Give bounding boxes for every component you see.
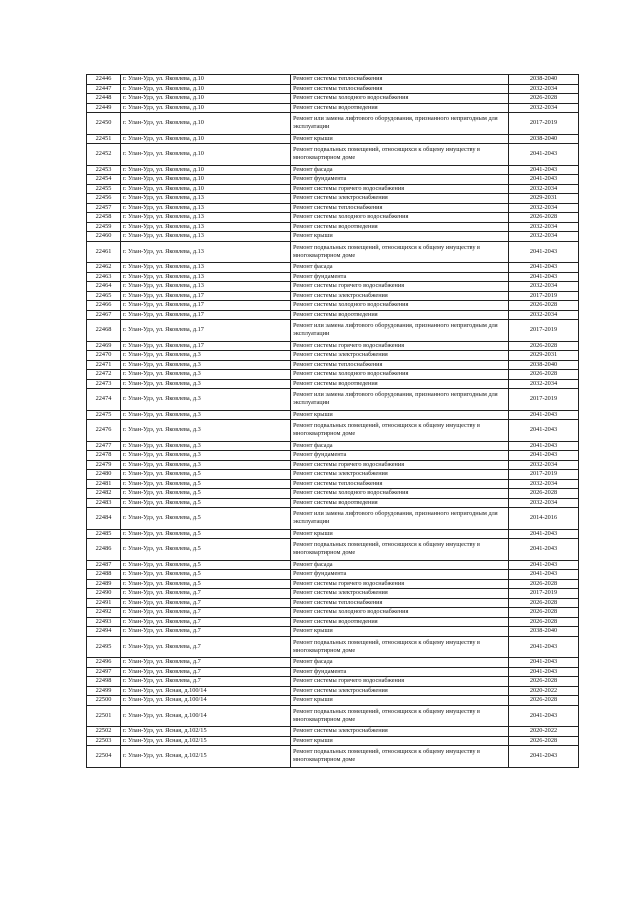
row-number: 22478: [87, 451, 121, 461]
table-row: [87, 103, 579, 113]
table-row: [87, 410, 579, 420]
address-cell: г. Улан-Удэ, ул. Яковлева, д.10: [121, 175, 291, 185]
address-cell: г. Улан-Удэ, ул. Яковлева, д.13: [121, 213, 291, 223]
work-type-cell: Ремонт системы электроснабжения: [291, 686, 509, 696]
work-type-cell: Ремонт фасада: [291, 658, 509, 668]
row-number: 22500: [87, 696, 121, 706]
period-cell: 2041-2043: [509, 746, 579, 768]
work-type-cell: Ремонт фасада: [291, 263, 509, 273]
table-row: [87, 370, 579, 380]
row-number: 22463: [87, 272, 121, 282]
table-row: [87, 175, 579, 185]
work-type-cell: Ремонт подвальных помещений, относящихся к общему имуществу в многоквартирном доме: [291, 636, 509, 658]
work-type-cell: Ремонт системы водоотведения: [291, 498, 509, 508]
period-cell: 2041-2043: [509, 441, 579, 451]
work-type-cell: Ремонт фасада: [291, 165, 509, 175]
period-cell: 2041-2043: [509, 263, 579, 273]
period-cell: 2041-2043: [509, 175, 579, 185]
work-type-cell: Ремонт системы теплоснабжения: [291, 479, 509, 489]
row-number: 22497: [87, 667, 121, 677]
work-type-cell: Ремонт системы теплоснабжения: [291, 75, 509, 85]
work-type-cell: Ремонт системы электроснабжения: [291, 727, 509, 737]
address-cell: г. Улан-Удэ, ул. Яковлева, д.7: [121, 636, 291, 658]
row-number: 22462: [87, 263, 121, 273]
address-cell: г. Улан-Удэ, ул. Яковлева, д.3: [121, 360, 291, 370]
table-row: [87, 570, 579, 580]
row-number: 22460: [87, 232, 121, 242]
work-type-cell: Ремонт системы горячего водоснабжения: [291, 341, 509, 351]
period-cell: 2017-2019: [509, 320, 579, 342]
row-number: 22457: [87, 203, 121, 213]
address-cell: г. Улан-Удэ, ул. Яковлева, д.5: [121, 498, 291, 508]
row-number: 22454: [87, 175, 121, 185]
table-row: [87, 341, 579, 351]
table-body: [87, 75, 579, 768]
document-page: [86, 74, 578, 768]
row-number: 22447: [87, 84, 121, 94]
address-cell: г. Улан-Удэ, ул. Ясная, д.102/15: [121, 727, 291, 737]
address-cell: г. Улан-Удэ, ул. Яковлева, д.5: [121, 479, 291, 489]
row-number: 22449: [87, 103, 121, 113]
repair-schedule-table: [86, 74, 579, 768]
address-cell: г. Улан-Удэ, ул. Яковлева, д.7: [121, 658, 291, 668]
address-cell: г. Улан-Удэ, ул. Яковлева, д.17: [121, 341, 291, 351]
table-row: [87, 598, 579, 608]
table-row: [87, 667, 579, 677]
table-row: [87, 677, 579, 687]
table-row: [87, 636, 579, 658]
row-number: 22464: [87, 282, 121, 292]
row-number: 22498: [87, 677, 121, 687]
table-row: [87, 360, 579, 370]
work-type-cell: Ремонт системы холодного водоснабжения: [291, 213, 509, 223]
period-cell: 2032-2034: [509, 282, 579, 292]
row-number: 22448: [87, 94, 121, 104]
work-type-cell: Ремонт системы горячего водоснабжения: [291, 460, 509, 470]
address-cell: г. Улан-Удэ, ул. Яковлева, д.10: [121, 75, 291, 85]
period-cell: 2026-2028: [509, 736, 579, 746]
table-row: [87, 658, 579, 668]
table-row: [87, 184, 579, 194]
work-type-cell: Ремонт системы холодного водоснабжения: [291, 608, 509, 618]
address-cell: г. Улан-Удэ, ул. Яковлева, д.3: [121, 379, 291, 389]
address-cell: г. Улан-Удэ, ул. Яковлева, д.3: [121, 460, 291, 470]
table-row: [87, 696, 579, 706]
period-cell: 2032-2034: [509, 84, 579, 94]
table-row: [87, 263, 579, 273]
address-cell: г. Улан-Удэ, ул. Яковлева, д.3: [121, 451, 291, 461]
period-cell: 2017-2019: [509, 113, 579, 135]
address-cell: г. Улан-Удэ, ул. Яковлева, д.7: [121, 677, 291, 687]
period-cell: 2041-2043: [509, 570, 579, 580]
table-row: [87, 479, 579, 489]
address-cell: г. Улан-Удэ, ул. Яковлева, д.7: [121, 589, 291, 599]
work-type-cell: Ремонт системы горячего водоснабжения: [291, 184, 509, 194]
table-row: [87, 560, 579, 570]
row-number: 22446: [87, 75, 121, 85]
address-cell: г. Улан-Удэ, ул. Яковлева, д.17: [121, 291, 291, 301]
table-row: [87, 320, 579, 342]
work-type-cell: Ремонт системы теплоснабжения: [291, 598, 509, 608]
row-number: 22503: [87, 736, 121, 746]
work-type-cell: Ремонт системы теплоснабжения: [291, 203, 509, 213]
period-cell: 2032-2034: [509, 379, 579, 389]
period-cell: 2032-2034: [509, 479, 579, 489]
work-type-cell: Ремонт крыши: [291, 232, 509, 242]
period-cell: 2014-2016: [509, 508, 579, 530]
address-cell: г. Улан-Удэ, ул. Яковлева, д.7: [121, 667, 291, 677]
period-cell: 2026-2028: [509, 301, 579, 311]
period-cell: 2020-2022: [509, 686, 579, 696]
table-row: [87, 705, 579, 727]
address-cell: г. Улан-Удэ, ул. Яковлева, д.10: [121, 144, 291, 166]
period-cell: 2026-2028: [509, 579, 579, 589]
address-cell: г. Улан-Удэ, ул. Ясная, д.102/15: [121, 746, 291, 768]
period-cell: 2032-2034: [509, 203, 579, 213]
address-cell: г. Улан-Удэ, ул. Яковлева, д.13: [121, 194, 291, 204]
row-number: 22471: [87, 360, 121, 370]
work-type-cell: Ремонт системы водоотведения: [291, 310, 509, 320]
table-row: [87, 460, 579, 470]
period-cell: 2041-2043: [509, 667, 579, 677]
table-row: [87, 686, 579, 696]
work-type-cell: Ремонт или замена лифтового оборудования, признанного непригодным для эксплуатации: [291, 389, 509, 411]
work-type-cell: Ремонт системы теплоснабжения: [291, 360, 509, 370]
row-number: 22487: [87, 560, 121, 570]
period-cell: 2041-2043: [509, 529, 579, 539]
period-cell: 2026-2028: [509, 608, 579, 618]
row-number: 22470: [87, 351, 121, 361]
address-cell: г. Улан-Удэ, ул. Ясная, д.100/14: [121, 696, 291, 706]
row-number: 22453: [87, 165, 121, 175]
row-number: 22468: [87, 320, 121, 342]
row-number: 22479: [87, 460, 121, 470]
row-number: 22459: [87, 222, 121, 232]
period-cell: 2026-2028: [509, 370, 579, 380]
work-type-cell: Ремонт системы холодного водоснабжения: [291, 489, 509, 499]
row-number: 22482: [87, 489, 121, 499]
table-row: [87, 113, 579, 135]
table-row: [87, 84, 579, 94]
table-row: [87, 451, 579, 461]
address-cell: г. Улан-Удэ, ул. Яковлева, д.3: [121, 410, 291, 420]
work-type-cell: Ремонт подвальных помещений, относящихся к общему имуществу в многоквартирном доме: [291, 241, 509, 263]
table-row: [87, 351, 579, 361]
row-number: 22451: [87, 134, 121, 144]
table-row: [87, 420, 579, 442]
row-number: 22455: [87, 184, 121, 194]
period-cell: 2041-2043: [509, 410, 579, 420]
address-cell: г. Улан-Удэ, ул. Яковлева, д.17: [121, 301, 291, 311]
table-row: [87, 203, 579, 213]
address-cell: г. Улан-Удэ, ул. Ясная, д.102/15: [121, 736, 291, 746]
row-number: 22474: [87, 389, 121, 411]
table-row: [87, 301, 579, 311]
work-type-cell: Ремонт фасада: [291, 441, 509, 451]
row-number: 22456: [87, 194, 121, 204]
table-row: [87, 608, 579, 618]
period-cell: 2026-2028: [509, 213, 579, 223]
work-type-cell: Ремонт фундамента: [291, 272, 509, 282]
table-row: [87, 241, 579, 263]
address-cell: г. Улан-Удэ, ул. Яковлева, д.5: [121, 529, 291, 539]
period-cell: 2026-2028: [509, 94, 579, 104]
address-cell: г. Улан-Удэ, ул. Яковлева, д.3: [121, 420, 291, 442]
period-cell: 2017-2019: [509, 589, 579, 599]
row-number: 22477: [87, 441, 121, 451]
period-cell: 2041-2043: [509, 451, 579, 461]
table-row: [87, 94, 579, 104]
period-cell: 2032-2034: [509, 460, 579, 470]
row-number: 22466: [87, 301, 121, 311]
work-type-cell: Ремонт системы электроснабжения: [291, 351, 509, 361]
period-cell: 2038-2040: [509, 134, 579, 144]
address-cell: г. Улан-Удэ, ул. Яковлева, д.3: [121, 370, 291, 380]
table-row: [87, 291, 579, 301]
address-cell: г. Улан-Удэ, ул. Яковлева, д.10: [121, 184, 291, 194]
work-type-cell: Ремонт фундамента: [291, 667, 509, 677]
period-cell: 2017-2019: [509, 291, 579, 301]
table-row: [87, 379, 579, 389]
work-type-cell: Ремонт системы горячего водоснабжения: [291, 579, 509, 589]
work-type-cell: Ремонт системы водоотведения: [291, 103, 509, 113]
address-cell: г. Улан-Удэ, ул. Яковлева, д.10: [121, 84, 291, 94]
address-cell: г. Улан-Удэ, ул. Яковлева, д.10: [121, 134, 291, 144]
table-row: [87, 282, 579, 292]
period-cell: 2017-2019: [509, 389, 579, 411]
work-type-cell: Ремонт крыши: [291, 627, 509, 637]
row-number: 22484: [87, 508, 121, 530]
row-number: 22461: [87, 241, 121, 263]
period-cell: 2038-2040: [509, 627, 579, 637]
address-cell: г. Улан-Удэ, ул. Яковлева, д.10: [121, 113, 291, 135]
row-number: 22493: [87, 617, 121, 627]
row-number: 22476: [87, 420, 121, 442]
period-cell: 2026-2028: [509, 489, 579, 499]
period-cell: 2026-2028: [509, 341, 579, 351]
work-type-cell: Ремонт системы электроснабжения: [291, 291, 509, 301]
row-number: 22491: [87, 598, 121, 608]
work-type-cell: Ремонт системы горячего водоснабжения: [291, 677, 509, 687]
address-cell: г. Улан-Удэ, ул. Яковлева, д.17: [121, 310, 291, 320]
work-type-cell: Ремонт системы электроснабжения: [291, 470, 509, 480]
address-cell: г. Улан-Удэ, ул. Яковлева, д.13: [121, 222, 291, 232]
table-row: [87, 489, 579, 499]
period-cell: 2041-2043: [509, 636, 579, 658]
work-type-cell: Ремонт системы горячего водоснабжения: [291, 282, 509, 292]
row-number: 22496: [87, 658, 121, 668]
table-row: [87, 579, 579, 589]
table-row: [87, 498, 579, 508]
work-type-cell: Ремонт подвальных помещений, относящихся к общему имуществу в многоквартирном доме: [291, 746, 509, 768]
address-cell: г. Улан-Удэ, ул. Яковлева, д.13: [121, 232, 291, 242]
table-row: [87, 470, 579, 480]
work-type-cell: Ремонт фундамента: [291, 175, 509, 185]
row-number: 22494: [87, 627, 121, 637]
address-cell: г. Улан-Удэ, ул. Яковлева, д.3: [121, 441, 291, 451]
period-cell: 2038-2040: [509, 75, 579, 85]
address-cell: г. Улан-Удэ, ул. Яковлева, д.3: [121, 389, 291, 411]
period-cell: 2026-2028: [509, 617, 579, 627]
work-type-cell: Ремонт крыши: [291, 696, 509, 706]
work-type-cell: Ремонт фундамента: [291, 451, 509, 461]
table-row: [87, 75, 579, 85]
table-row: [87, 441, 579, 451]
row-number: 22483: [87, 498, 121, 508]
period-cell: 2041-2043: [509, 241, 579, 263]
period-cell: 2041-2043: [509, 705, 579, 727]
address-cell: г. Улан-Удэ, ул. Яковлева, д.5: [121, 539, 291, 561]
table-row: [87, 529, 579, 539]
table-row: [87, 539, 579, 561]
work-type-cell: Ремонт фасада: [291, 560, 509, 570]
work-type-cell: Ремонт или замена лифтового оборудования, признанного непригодным для эксплуатации: [291, 320, 509, 342]
address-cell: г. Улан-Удэ, ул. Яковлева, д.5: [121, 508, 291, 530]
address-cell: г. Улан-Удэ, ул. Яковлева, д.5: [121, 470, 291, 480]
row-number: 22465: [87, 291, 121, 301]
period-cell: 2026-2028: [509, 677, 579, 687]
table-row: [87, 389, 579, 411]
work-type-cell: Ремонт подвальных помещений, относящихся к общему имуществу в многоквартирном доме: [291, 705, 509, 727]
period-cell: 2029-2031: [509, 194, 579, 204]
period-cell: 2029-2031: [509, 351, 579, 361]
period-cell: 2032-2034: [509, 103, 579, 113]
work-type-cell: Ремонт системы теплоснабжения: [291, 84, 509, 94]
address-cell: г. Улан-Удэ, ул. Яковлева, д.5: [121, 489, 291, 499]
work-type-cell: Ремонт или замена лифтового оборудования, признанного непригодным для эксплуатации: [291, 113, 509, 135]
period-cell: 2038-2040: [509, 360, 579, 370]
work-type-cell: Ремонт системы водоотведения: [291, 617, 509, 627]
row-number: 22480: [87, 470, 121, 480]
address-cell: г. Улан-Удэ, ул. Яковлева, д.7: [121, 608, 291, 618]
period-cell: 2041-2043: [509, 272, 579, 282]
row-number: 22492: [87, 608, 121, 618]
table-row: [87, 727, 579, 737]
address-cell: г. Улан-Удэ, ул. Яковлева, д.5: [121, 570, 291, 580]
row-number: 22501: [87, 705, 121, 727]
work-type-cell: Ремонт системы холодного водоснабжения: [291, 94, 509, 104]
work-type-cell: Ремонт крыши: [291, 410, 509, 420]
work-type-cell: Ремонт системы водоотведения: [291, 222, 509, 232]
work-type-cell: Ремонт системы холодного водоснабжения: [291, 370, 509, 380]
address-cell: г. Улан-Удэ, ул. Яковлева, д.5: [121, 579, 291, 589]
period-cell: 2032-2034: [509, 498, 579, 508]
table-row: [87, 736, 579, 746]
row-number: 22475: [87, 410, 121, 420]
period-cell: 2041-2043: [509, 165, 579, 175]
table-row: [87, 134, 579, 144]
row-number: 22467: [87, 310, 121, 320]
row-number: 22458: [87, 213, 121, 223]
work-type-cell: Ремонт фундамента: [291, 570, 509, 580]
period-cell: 2032-2034: [509, 222, 579, 232]
row-number: 22489: [87, 579, 121, 589]
address-cell: г. Улан-Удэ, ул. Яковлева, д.3: [121, 351, 291, 361]
work-type-cell: Ремонт системы электроснабжения: [291, 194, 509, 204]
address-cell: г. Улан-Удэ, ул. Яковлева, д.7: [121, 627, 291, 637]
address-cell: г. Улан-Удэ, ул. Яковлева, д.10: [121, 103, 291, 113]
work-type-cell: Ремонт системы водоотведения: [291, 379, 509, 389]
address-cell: г. Улан-Удэ, ул. Яковлева, д.13: [121, 203, 291, 213]
work-type-cell: Ремонт подвальных помещений, относящихся к общему имуществу в многоквартирном доме: [291, 420, 509, 442]
period-cell: 2041-2043: [509, 420, 579, 442]
address-cell: г. Улан-Удэ, ул. Яковлева, д.5: [121, 560, 291, 570]
row-number: 22486: [87, 539, 121, 561]
table-row: [87, 627, 579, 637]
table-row: [87, 508, 579, 530]
address-cell: г. Улан-Удэ, ул. Яковлева, д.10: [121, 94, 291, 104]
period-cell: 2041-2043: [509, 144, 579, 166]
table-row: [87, 232, 579, 242]
work-type-cell: Ремонт крыши: [291, 134, 509, 144]
address-cell: г. Улан-Удэ, ул. Яковлева, д.13: [121, 241, 291, 263]
row-number: 22490: [87, 589, 121, 599]
period-cell: 2041-2043: [509, 539, 579, 561]
table-row: [87, 213, 579, 223]
period-cell: 2026-2028: [509, 598, 579, 608]
address-cell: г. Улан-Удэ, ул. Яковлева, д.7: [121, 598, 291, 608]
table-row: [87, 310, 579, 320]
row-number: 22469: [87, 341, 121, 351]
period-cell: 2017-2019: [509, 470, 579, 480]
period-cell: 2032-2034: [509, 232, 579, 242]
row-number: 22481: [87, 479, 121, 489]
row-number: 22495: [87, 636, 121, 658]
address-cell: г. Улан-Удэ, ул. Яковлева, д.13: [121, 263, 291, 273]
row-number: 22504: [87, 746, 121, 768]
work-type-cell: Ремонт подвальных помещений, относящихся к общему имуществу в многоквартирном доме: [291, 144, 509, 166]
row-number: 22485: [87, 529, 121, 539]
row-number: 22473: [87, 379, 121, 389]
address-cell: г. Улан-Удэ, ул. Яковлева, д.10: [121, 165, 291, 175]
address-cell: г. Улан-Удэ, ул. Ясная, д.100/14: [121, 686, 291, 696]
work-type-cell: Ремонт или замена лифтового оборудования, признанного непригодным для эксплуатации: [291, 508, 509, 530]
table-row: [87, 165, 579, 175]
table-row: [87, 222, 579, 232]
period-cell: 2020-2022: [509, 727, 579, 737]
work-type-cell: Ремонт крыши: [291, 736, 509, 746]
table-row: [87, 272, 579, 282]
work-type-cell: Ремонт системы холодного водоснабжения: [291, 301, 509, 311]
work-type-cell: Ремонт системы электроснабжения: [291, 589, 509, 599]
address-cell: г. Улан-Удэ, ул. Яковлева, д.13: [121, 272, 291, 282]
period-cell: 2026-2028: [509, 696, 579, 706]
period-cell: 2041-2043: [509, 560, 579, 570]
period-cell: 2032-2034: [509, 310, 579, 320]
row-number: 22472: [87, 370, 121, 380]
table-row: [87, 617, 579, 627]
row-number: 22499: [87, 686, 121, 696]
table-row: [87, 194, 579, 204]
address-cell: г. Улан-Удэ, ул. Яковлева, д.7: [121, 617, 291, 627]
address-cell: г. Улан-Удэ, ул. Яковлева, д.13: [121, 282, 291, 292]
period-cell: 2041-2043: [509, 658, 579, 668]
period-cell: 2032-2034: [509, 184, 579, 194]
table-row: [87, 589, 579, 599]
address-cell: г. Улан-Удэ, ул. Яковлева, д.17: [121, 320, 291, 342]
work-type-cell: Ремонт подвальных помещений, относящихся к общему имуществу в многоквартирном доме: [291, 539, 509, 561]
address-cell: г. Улан-Удэ, ул. Ясная, д.100/14: [121, 705, 291, 727]
table-row: [87, 144, 579, 166]
row-number: 22452: [87, 144, 121, 166]
row-number: 22488: [87, 570, 121, 580]
row-number: 22502: [87, 727, 121, 737]
table-row: [87, 746, 579, 768]
work-type-cell: Ремонт крыши: [291, 529, 509, 539]
row-number: 22450: [87, 113, 121, 135]
